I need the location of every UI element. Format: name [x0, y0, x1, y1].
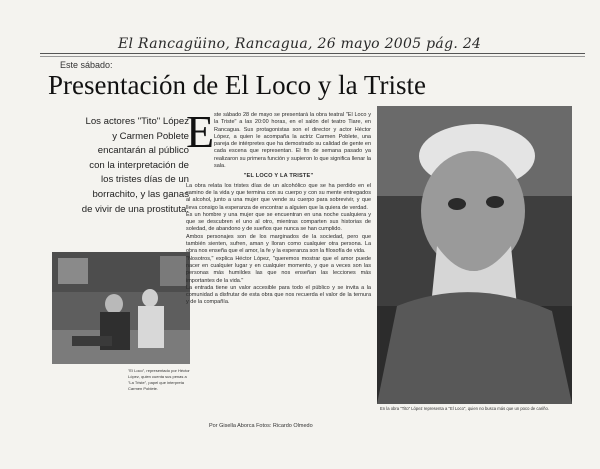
lead-line: los tristes días de un [101, 174, 189, 186]
header-rule [40, 53, 585, 54]
lead-line: de vivir de una prostituta. [81, 203, 189, 215]
body-paragraph: ste sábado 28 de mayo se presentará la obra teatral "El Loco y la Triste" a las 20:00 horas, en el salón del teatro Tiare, en Rancagua. Sus protagonistas son el director y actor Héctor López, a quien le acompaña la actriz Carmen Poblete, una pareja de intérpretes que ha demostrado su calidad de gente en cada escena que representan. El fin de semana pasado ya realizaron su primera función y supieron lo que significa llenar la sala. [214, 112, 371, 170]
actor-portrait-image [377, 106, 572, 404]
body-paragraph: Ambos personajes son de los marginados de la sociedad, pero que también sienten, sufren, aman y lloran como cualquier otra persona. La obra nos enseña que el amor, la fe y la esperanza son la filosofía de vida. [186, 233, 371, 255]
stage-photo-left-image [52, 252, 190, 364]
photo-caption-right: En la obra "Tito" López representa a "El Loco", quien no busca más que un poco de cariño. [380, 406, 549, 411]
actor-portrait-photo [377, 106, 572, 404]
body-paragraph: Es un hombre y una mujer que se encuentran en una noche cualquiera y que se descubren el uno al otro, mientras comparten sus historias de soledad, de abandono y de sueños que nunca se han cumplido. [186, 211, 371, 233]
lead-line: borrachito, y las ganas [92, 188, 189, 200]
article-body [186, 112, 371, 307]
article-lead [56, 115, 189, 217]
body-subhead: "EL LOCO Y LA TRISTE" [243, 173, 314, 180]
lead-line: y Carmen Poblete [112, 130, 189, 142]
lead-line: encantarán al público [97, 145, 189, 157]
article-title: Presentación de El Loco y la Triste [48, 70, 426, 100]
lead-line: Los actores "Tito" López [85, 116, 189, 127]
body-paragraph: La obra relata los tristes días de un alcohólico que se ha perdido en el camino de la vida y que termina con su cuerpo y con su mente entregados al alcohol, junto a una mujer que vende su cuerpo para sobrevivir, y que lleva consigo la esperanza de encontrar a alguien que la quiera de verdad. [186, 182, 371, 211]
body-paragraph: La entrada tiene un valor accesible para todo el público y se invita a la comunidad a disfrutar de esta obra que nos recuerda el valor de la ternura y de la compañía. [186, 284, 371, 306]
drop-cap: E [186, 106, 215, 157]
photo-caption-left: "El Loco", representado por Héctor López, quien cuenta sus penas a "La Triste", papel que interpreta Carmen Poblete. [128, 368, 190, 391]
article-byline: Por Gisella Aborca Fotos: Ricardo Olmedo [209, 423, 313, 429]
handwritten-source-note: El Rancagüino, Rancagua, 26 mayo 2005 pág. 24 [118, 36, 482, 52]
header-rule-secondary [40, 56, 585, 57]
body-paragraph: "Nosotros," explica Héctor López, "queremos mostrar que el amor puede nacer en cualquier lugar y en cualquier momento, y que a veces son las personas más humildes las que nos enseñan las lecciones más importantes de la vida." [186, 255, 371, 284]
lead-line: con la interpretación de [89, 159, 189, 171]
article-kicker: Este sábado: [60, 60, 113, 70]
stage-photo-left [52, 252, 190, 364]
